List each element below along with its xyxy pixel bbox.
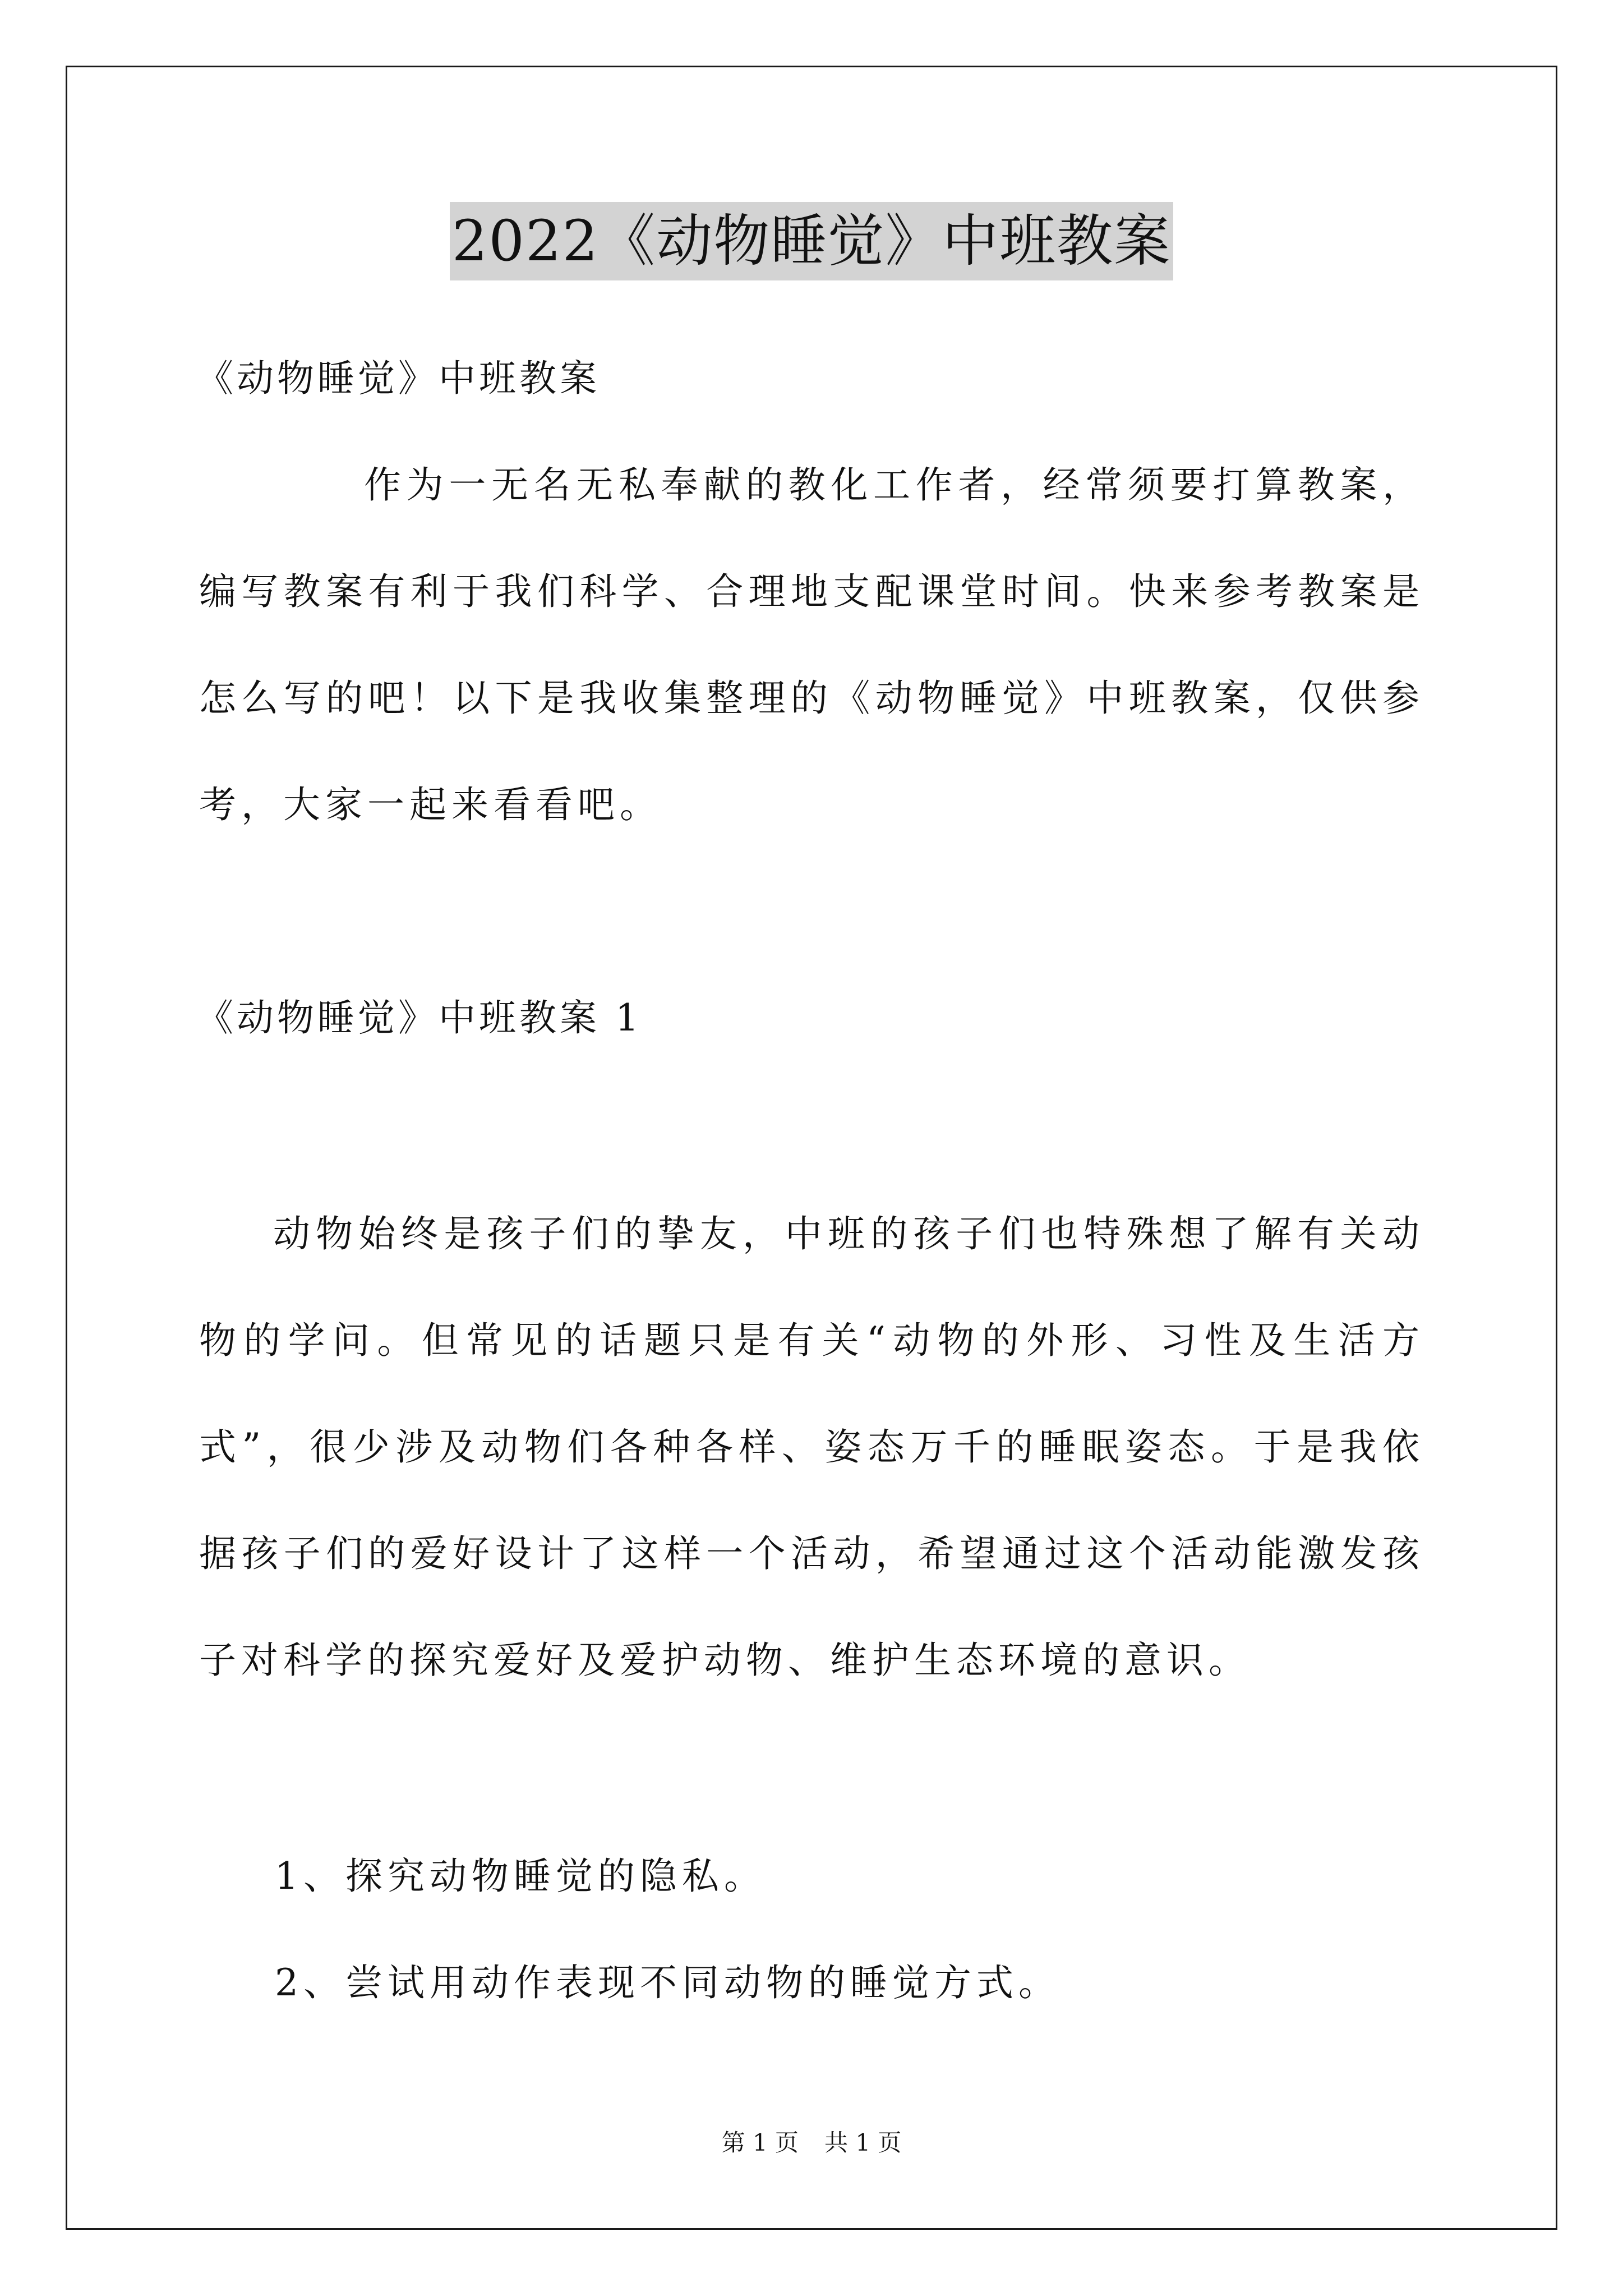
page-total: 共 1 页 <box>824 2129 902 2156</box>
page-footer <box>0 2126 1623 2160</box>
goal-item-1: 1、探究动物睡觉的隐私。 <box>275 1855 766 1898</box>
section-heading: 《动物睡觉》中班教案 1 <box>196 996 642 1039</box>
goal-item-2: 2、尝试用动作表现不同动物的睡觉方式。 <box>275 1961 1061 2004</box>
title-container <box>0 202 1623 280</box>
page-number: 第 1 页 <box>721 2129 799 2156</box>
section-body-paragraph: 动物始终是孩子们的挚友，中班的孩子们也特殊想了解有关动物的学问。但常见的话题只是有关“动物的外形、习性及生活方式”，很少涉及动物们各种各样、姿态万千的睡眠姿态。于是我依据孩子们的爱好设计了这样一个活动，希望通过这个活动能激发孩子对科学的探究爱好及爱护动物、维护生态环境的意识。 <box>199 1212 1424 1682</box>
document-title: 2022《动物睡觉》中班教案 <box>450 202 1174 280</box>
document-subtitle: 《动物睡觉》中班教案 <box>196 357 600 400</box>
intro-paragraph: 作为一无名无私奉献的教化工作者，经常须要打算教案，编写教案有利于我们科学、合理地支配课堂时间。快来参考教案是怎么写的吧！以下是我收集整理的《动物睡觉》中班教案，仅供参考，大家一起来看看吧。 <box>199 463 1424 826</box>
